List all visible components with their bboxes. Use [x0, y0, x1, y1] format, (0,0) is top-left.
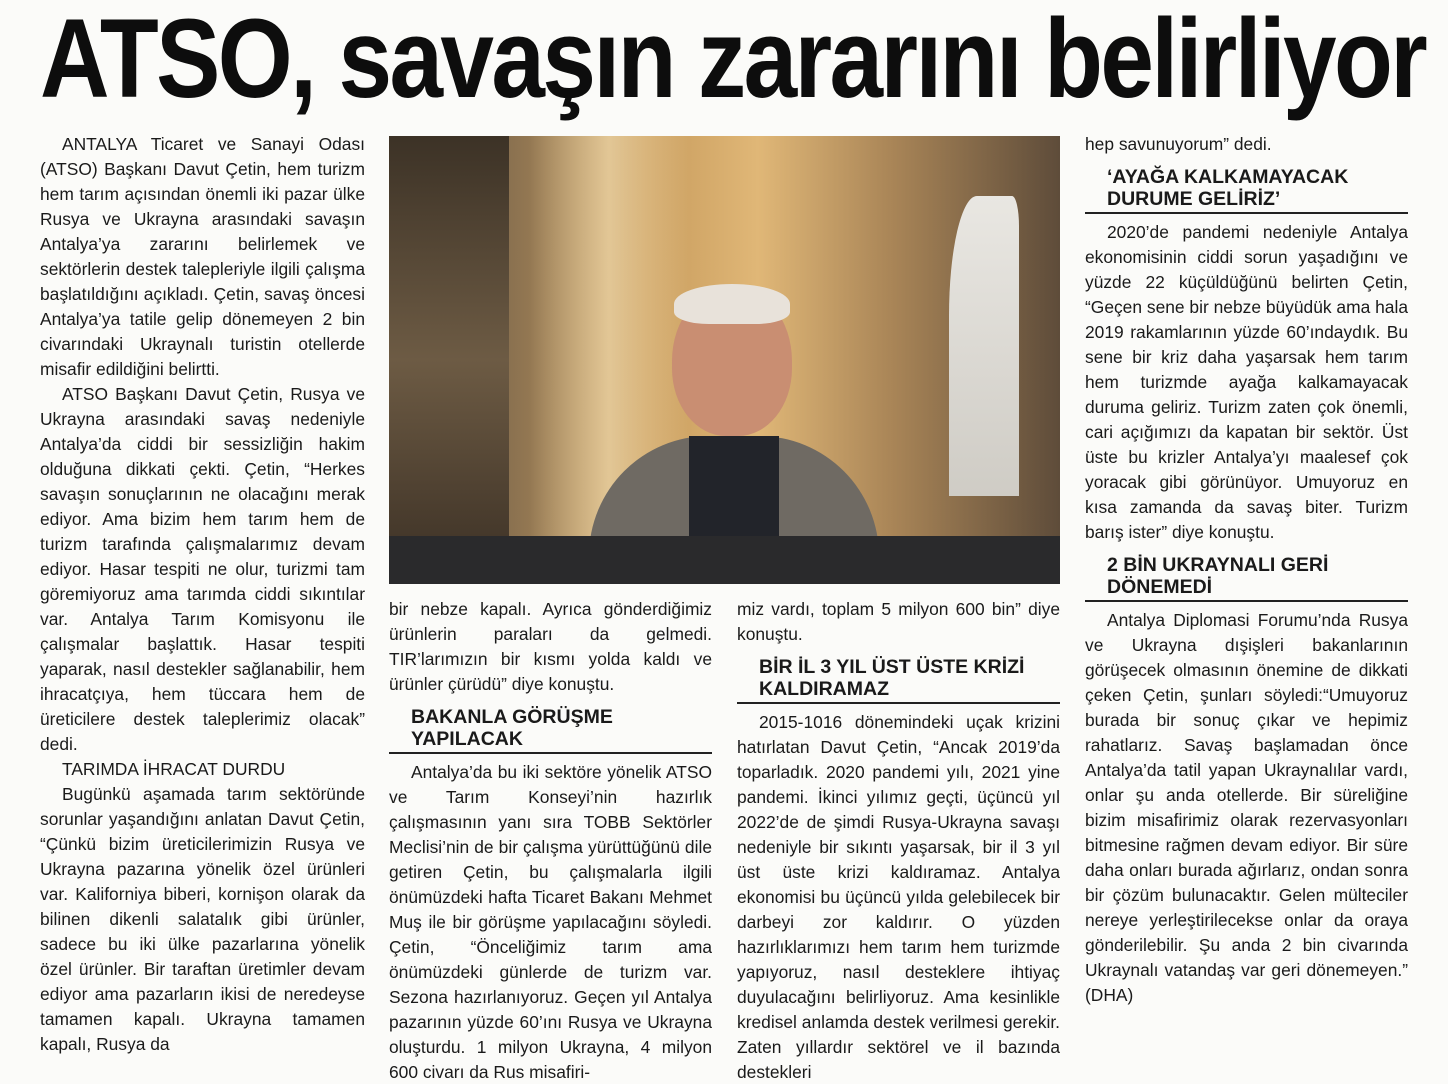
photo-person-hair [674, 284, 790, 324]
column-3 [737, 597, 1060, 1084]
paragraph: Antalya Diplomasi Forumu’nda Rusya ve Ukrayna dışişleri bakanlarının görüşecek olmasının önemine de dikkati çeken Çetin, şunları söyledi:“Umuyoruz burada bir sonuç çıkar ve hepimiz rahatlarız. Savaş başlamadan önce Antalya’da tatil yapan Ukraynalılar vardı, onlar şu anda otellerde. Bir süreliğine bizim misafirimiz olarak rezervasyonları bitmesine rağmen devam ediyor. Bir süre daha onları burada ağırlarız, ondan sonra bir çözüm bulunacaktır. Gelen mülteciler nereye yerleştirilecekse onlar da oraya gönderilebilir. Şu anda 2 bin civarında Ukraynalı vatandaş var geri dönemeyen.” (DHA) [1085, 610, 1408, 1005]
paragraph: 2015-1016 dönemindeki uçak krizini hatırlatan Davut Çetin, “Ancak 2019’da toparladık. 2020 pandemi yılı, 2021 yine pandemi. İkinci yılımız geçti, üçüncü yıl 2022’de de şimdi Rusya-Ukrayna savaşı nedeniyle bir sıkıntı yaşarsak, bir il 3 yıl üst üste krizi kaldıramaz. Antalya ekonomisi bu üçüncü yılda gelebilecek bir darbeyi zor kaldırır. O yüzden hazırlıklarımızı hem tarım hem turizmde yapıyoruz, nasıl desteklere ihtiyaç duyulacağını belirliyoruz. Ama kesinlikle kredisel anlamda destek verilmesi gerekir. Zaten yıllardır sektörel ve il bazında destekleri [737, 712, 1060, 1082]
column-1 [40, 132, 365, 1084]
paragraph: ANTALYA Ticaret ve Sanayi Odası (ATSO) Başkanı Davut Çetin, hem turizm hem tarım açısından önemli iki pazar ülke Rusya ve Ukrayna arasındaki savaşın Antalya’ya zararını belirlemek ve sektörlerin destek talepleriyle ilgili çalışma başlatıldığını açıkladı. Çetin, savaş öncesi Antalya’ya tatile gelip dönemeyen 2 bin civarındaki Ukraynalı turistin otellerde misafir edildiğini belirtti. [40, 134, 365, 379]
paragraph: ATSO Başkanı Davut Çetin, Rusya ve Ukrayna arasındaki savaş nedeniyle Antalya’da ciddi bir sessizliğin hakim olduğuna dikkati çekti. Çetin, “Herkes savaşın sonuçlarının ne olacağını merak ediyor. Ama bizim hem tarım hem de turizm tarafında çalışmalarımız devam ediyor. Hasar tespiti ne olur, turizmi tam göremiyoruz ama tarımda ciddi sıkıntılar var. Antalya Tarım Komisyonu ile çalışmalar başlattık. Hasar tespiti yaparak, nasıl destekler sağlanabilir, hem ihracatçıya, hem tüccara hem de üreticilere destek taleplerimiz olacak” dedi. [40, 384, 365, 754]
photo-flag [949, 196, 1019, 496]
paragraph: Bugünkü aşamada tarım sektöründe sorunlar yaşandığını anlatan Davut Çetin, “Çünkü bizim üreticilerimizin Rusya ve Ukrayna pazarına yönelik özel ürünleri var. Kaliforniya biberi, kornişon olarak da bilinen dikenli salatalık gibi ürünler, sadece bu iki ülke pazarlarına yönelik özel ürünler. Bir taraftan üretimler devam ediyor ama pazarların ikisi de neredeyse tamamen kapalı. Ukrayna tamamen kapalı, Rusya da [40, 784, 365, 1054]
article-photo [389, 136, 1060, 584]
column-4 [1085, 132, 1408, 1084]
photo-shelf [389, 136, 509, 584]
photo-desk [389, 536, 1060, 584]
column-2 [389, 597, 712, 1084]
subheading: ‘AYAĞA KALKAMAYACAK DURUME GELİRİZ’ [1085, 161, 1408, 214]
paragraph: 2020’de pandemi nedeniyle Antalya ekonomisinin ciddi sorun yaşadığını ve yüzde 22 küçüldüğünü belirten Çetin, “Geçen sene bir nebze büyüdük ama hala 2019 rakamlarının yüzde 60’ındaydık. Bu sene bir kriz daha yaşarsak hem tarım hem turizmde ayağa kalkamayacak duruma geliriz. Turizm zaten çok önemli, cari açığımızı da kapatan bir sektör. Üst üste bu krizler Antalya’yı maalesef çok yoracak gibi görünüyor. Umuyoruz en kısa zamanda da savaş biter. Turizm barış ister” diye konuştu. [1085, 222, 1408, 542]
headline: ATSO, savaşın zararını belirliyor [40, 0, 1426, 121]
paragraph: bir nebze kapalı. Ayrıca gönderdiğimiz ürünlerin paraları da gelmedi. TIR’larımızın bir kısmı yolda kaldı ve ürünler çürüdü” diye konuştu. [389, 599, 712, 694]
subheading: TARIMDA İHRACAT DURDU [62, 759, 286, 779]
paragraph: miz vardı, toplam 5 milyon 600 bin” diye konuştu. [737, 599, 1060, 644]
paragraph: Antalya’da bu iki sektöre yönelik ATSO ve Tarım Konseyi’nin hazırlık çalışmasının yanı sıra TOBB Sektörler Meclisi’nin de bir çalışma yürüttüğünü dile getiren Çetin, bu çalışmalarla ilgili önümüzdeki hafta Ticaret Bakanı Mehmet Muş ile bir görüşme yapılacağını söyledi. Çetin, “Önceliğimiz tarım ama önümüzdeki günlerde de turizm var. Sezona hazırlanıyoruz. Geçen yıl Antalya pazarının yüzde 60’ını Rusya ve Ukrayna oluşturdu. 1 milyon Ukrayna, 4 milyon 600 civarı da Rus misafiri- [389, 762, 712, 1082]
subheading: 2 BİN UKRAYNALI GERİ DÖNEMEDİ [1085, 549, 1408, 602]
subheading: BAKANLA GÖRÜŞME YAPILACAK [389, 701, 712, 754]
subheading: BİR İL 3 YIL ÜST ÜSTE KRİZİ KALDIRAMAZ [737, 651, 1060, 704]
paragraph: hep savunuyorum” dedi. [1085, 134, 1272, 154]
